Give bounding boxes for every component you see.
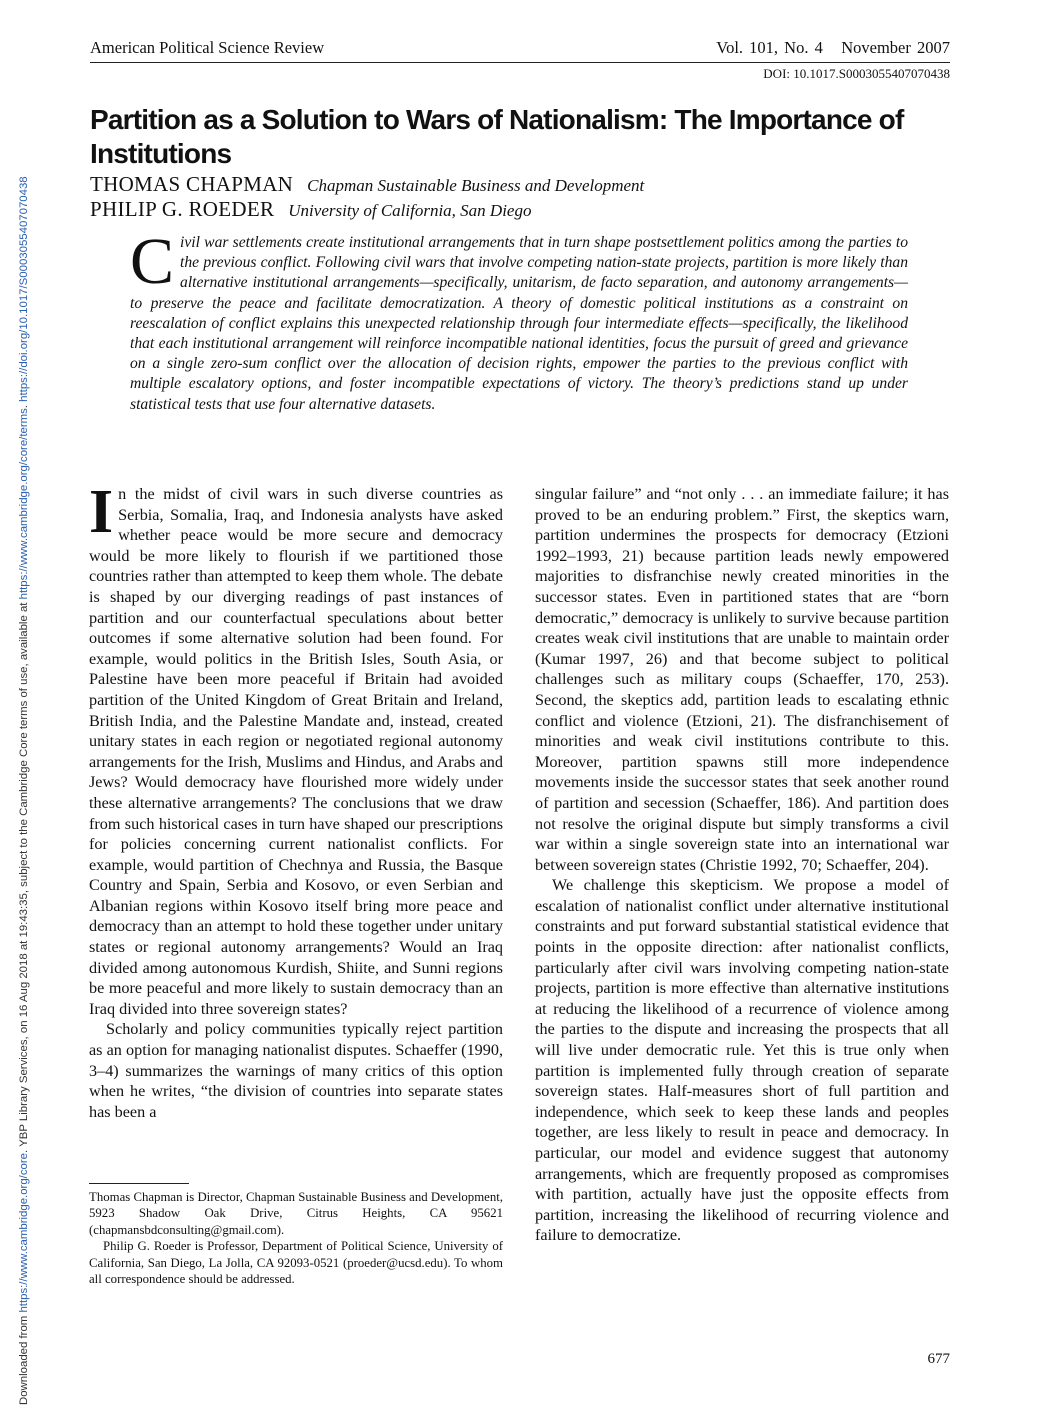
footnotes [89, 1189, 503, 1287]
abstract-text: ivil war settlements create institutional arrangements that in turn shape postsettlement politics among the parties to the previous conflict. Following civil wars that involve competing nation-state projects, partition is more likely than alternative institutional arrangements—specifically, unitarism, de facto separation, and autonomy arrangements—to preserve the peace and facilitate democratization. A theory of domestic political institutions as a constraint on reescalation of conflict explains this unexpected relationship through four intermediate effects—specifically, the likelihood that each institutional arrangement will reinforce incompatible national identities, focus the pursuit of greed and grievance on a single zero-sum conflict over the allocation of decision rights, empower the parties to the previous conflict with multiple escalatory options, and foster incompatible expectations of victory. The theory’s predictions stand up under statistical tests that use four alternative datasets. [130, 234, 908, 413]
download-notice [18, 0, 40, 1408]
body-dropcap: I [89, 484, 114, 546]
author-affiliation: Chapman Sustainable Business and Development [307, 176, 645, 195]
page-number: 677 [927, 1351, 950, 1367]
article-title: Partition as a Solution to Wars of Nationalism: The Importance of Institutions [90, 104, 904, 169]
journal-name: American Political Science Review [90, 38, 325, 57]
footnote: Thomas Chapman is Director, Chapman Sustainable Business and Development, 5923 Shadow Oak Drive, Citrus Heights, CA 95621 (chapmansbdconsulting@gmail.com). [89, 1190, 503, 1237]
body-paragraph: We challenge this skepticism. We propose a model of escalation of nationalist conflict under alternative institutional constraints and put forward substantial statistical evidence that points in the opposite direction: after nationalist conflicts, particularly after civil wars involving competing nation-state projects, partition is more effective than alternative institutions at reducing the likelihood of a recurrence of violence among the parties to the dispute and increasing the prospects that all will live under democratic rule. Yet this is true only when partition is implemented fully through creation of separate sovereign states. Half-measures short of full partition and independence, which seek to keep these lands and peoples together, are less likely to result in peace and democracy. In particular, our model and evidence suggest that autonomy arrangements, which are frequently proposed as compromises with partition, actually have just the opposite effects from partition, increasing the likelihood of recurring violence and failure to democratize. [535, 876, 949, 1245]
body-paragraph: singular failure” and “not only . . . an immediate failure; it has proved to be an enduring problem.” First, the skeptics warn, partition undermines the prospects for democracy (Etzioni 1992–1993, 21) because partition leads newly empowered majorities to disfranchise newly created minorities in the successor states. Even in partitioned states that are “born democratic,” democracy is unlikely to survive because partition creates weak civil institutions that are unable to maintain order (Kumar 1997, 26) and that become subject to political challenges such as military coups (Schaeffer, 170, 253). Second, the skeptics add, partition leads to escalating ethnic conflict and violence (Etzioni, 21). The disfranchisement of minorities and weak civil institutions contribute to this. Moreover, partition spawns still more independence movements inside the successor states that seek another round of partition and secession (Schaeffer, 186). And partition does not resolve the original dispute but simply transforms a civil war within a single sovereign state into an international war between sovereign states (Christie 1992, 70; Schaeffer, 204). [535, 485, 949, 874]
doi: DOI: 10.1017.S0003055407070438 [763, 66, 950, 81]
author-name: THOMAS CHAPMAN [90, 172, 294, 196]
abstract [130, 225, 908, 415]
issue-info [716, 38, 950, 58]
volume-issue: Vol. 101, No. 4 [716, 38, 823, 57]
body-paragraph: Scholarly and policy communities typically reject partition as an option for managing nationalist disputes. Schaeffer (1990, 3–4) summarizes the warnings of many critics of this option when he writes, “the division of countries into separate states has been a [89, 1020, 503, 1121]
issue-date: November 2007 [841, 38, 950, 57]
abstract-dropcap: C [130, 225, 175, 298]
download-notice-text: Downloaded from https://www.cambridge.org/core. YBP Library Services, on 16 Aug 2018 at 19:43:35, subject to the Cambridge Core terms of use, available at https://www.cambridge.org/core/terms. https://doi.org/10.1017/S0003055407070438 [18, 176, 30, 1405]
footnote-rule [89, 1183, 189, 1184]
right-column [535, 484, 949, 1246]
author-affiliation: University of California, San Diego [288, 201, 532, 220]
body-paragraph: In the midst of civil wars in such diverse countries as Serbia, Somalia, Iraq, and Indonesia analysts have asked whether peace would be more secure and democracy would be more likely to flourish if we partitioned those countries rather than attempted to keep them whole. The debate is shaped by our diverging readings of past instances of partition and our counterfactual speculations about better outcomes if some alternative solution had been found. For example, would politics in the British Isles, South Asia, or Palestine have been more peaceful if Britain had avoided partition of the United Kingdom of Great Britain and Ireland, British India, and the Palestine Mandate and, instead, created unitary states in each region or negotiated regional autonomy arrangements for the Irish, Muslims and Hindus, and Arabs and Jews? Would democracy have flourished more widely under these alternative arrangements? The conclusions that we draw from such historical cases in turn have shaped our prescriptions for policies concerning current nationalist conflicts. For example, would partition of Chechnya and Russia, the Basque Country and Spain, Serbia and Kosovo, or even Serbian and Albanian regions within Kosovo itself bring more peace and democracy than an attempt to hold these together under unitary states or regional autonomy arrangements? Would an Iraq divided among autonomous Kurdish, Shiite, and Sunni regions be more peaceful and more likely to sustain democracy than an Iraq divided into three sovereign states? [89, 484, 503, 1018]
author-line [90, 171, 644, 199]
author-name: PHILIP G. ROEDER [90, 197, 275, 221]
left-column [89, 484, 503, 1174]
author-line [90, 196, 531, 224]
cambridge-core-link[interactable]: https://www.cambridge.org/core [18, 1153, 30, 1313]
terms-link[interactable]: https://www.cambridge.org/core/terms [18, 408, 30, 600]
header-rule [90, 62, 950, 63]
doi-link[interactable]: https://doi.org/10.1017/S0003055407070438 [18, 176, 30, 402]
footnote: Philip G. Roeder is Professor, Department of Political Science, University of California, San Diego, La Jolla, CA 92093-0521 (proeder@ucsd.edu). To whom all correspondence should be addressed. [89, 1239, 503, 1287]
